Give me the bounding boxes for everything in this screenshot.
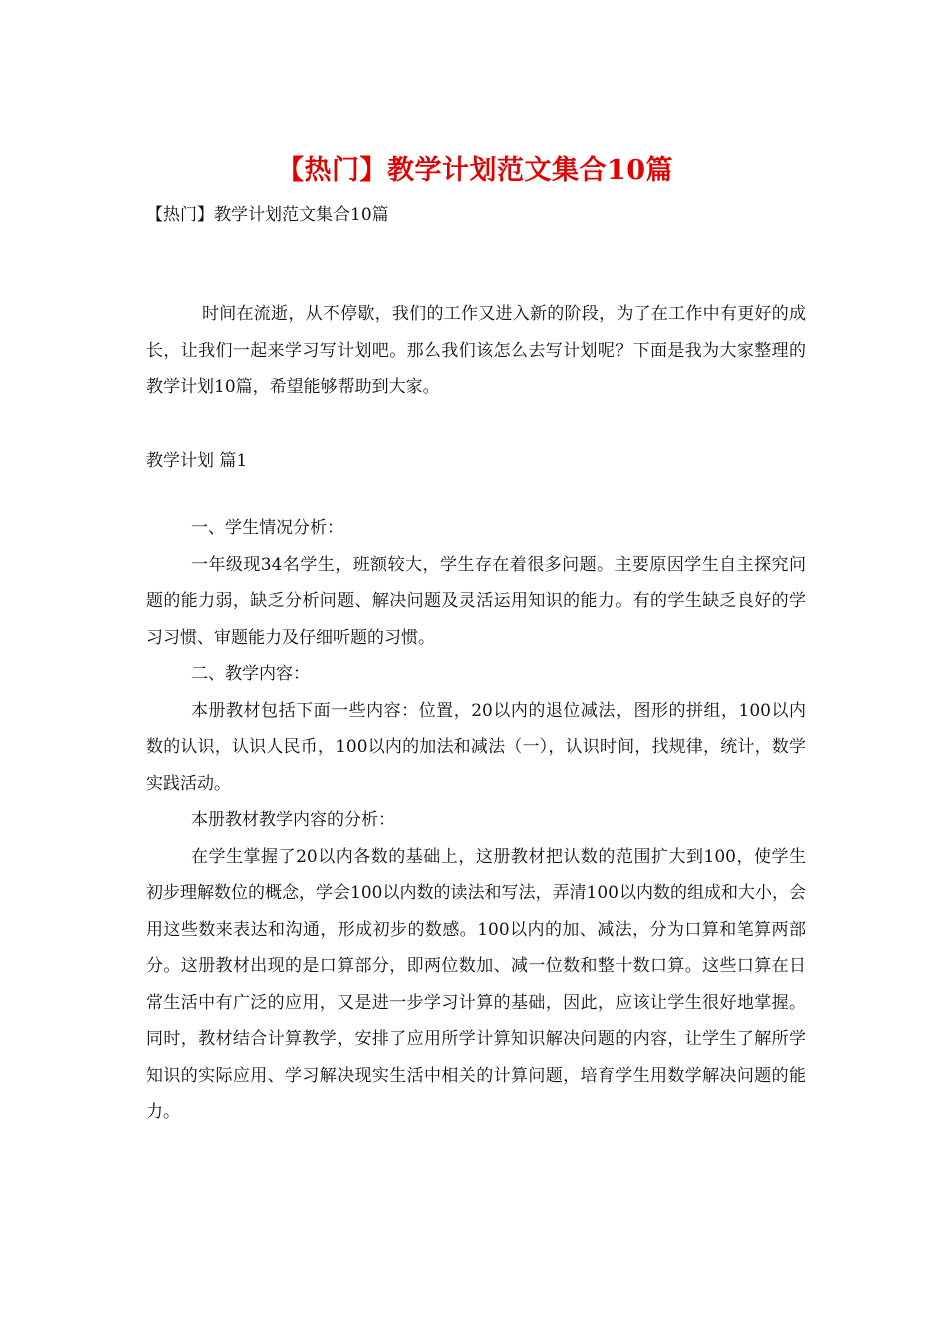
paragraph-teaching-content: 本册教材包括下面一些内容：位置，20以内的退位减法，图形的拼组，100以内数的认识，认识人民币，100以内的加法和减法（一），认识时间，找规律，统计，数学实践活动。 — [146, 700, 806, 794]
paragraph-content-analysis: 在学生掌握了20以内各数的基础上，这册教材把认数的范围扩大到100，使学生初步理解数位的概念，学会100以内数的读法和写法，弄清100以内数的组成和大小，会用这些数来表达和沟通，形成初步的数感。100以内的加、减法，分为口算和笔算两部分。这册教材出现的是口算部分，即两位数加、减一位数和整十数口算。这些口算在日常生活中有广泛的应用，又是进一步学习计算的基础，因此，应该让学生很好地掌握。同时，教材结合计算教学，安排了应用所学计算知识解决问题的内容，让学生了解所学知识的实际应用、学习解决现实生活中相关的计算问题，培育学生用数学解决问题的能力。 — [146, 846, 806, 1122]
section-body — [146, 510, 806, 1131]
document-title: 【热门】教学计划范文集合10篇 — [276, 155, 674, 186]
document-subtitle: 【热门】教学计划范文集合10篇 — [146, 205, 389, 225]
paragraph-content-analysis-heading: 本册教材教学内容的分析： — [191, 810, 395, 830]
intro-paragraph: 时间在流逝，从不停歇，我们的工作又进入新的阶段，为了在工作中有更好的成长，让我们一起来学习写计划吧。那么我们该怎么去写计划呢？下面是我为大家整理的教学计划10篇，希望能够帮助到大家。 — [146, 304, 806, 397]
paragraph-teaching-content-heading: 二、教学内容： — [191, 664, 310, 684]
section-heading: 教学计划 篇1 — [146, 451, 248, 471]
paragraph-student-analysis: 一年级现34名学生，班额较大，学生存在着很多问题。主要原因学生自主探究问题的能力弱，缺乏分析问题、解决问题及灵活运用知识的能力。有的学生缺乏良好的学习习惯、审题能力及仔细听题的习惯。 — [146, 554, 806, 648]
paragraph-student-analysis-heading: 一、学生情况分析： — [191, 518, 344, 538]
